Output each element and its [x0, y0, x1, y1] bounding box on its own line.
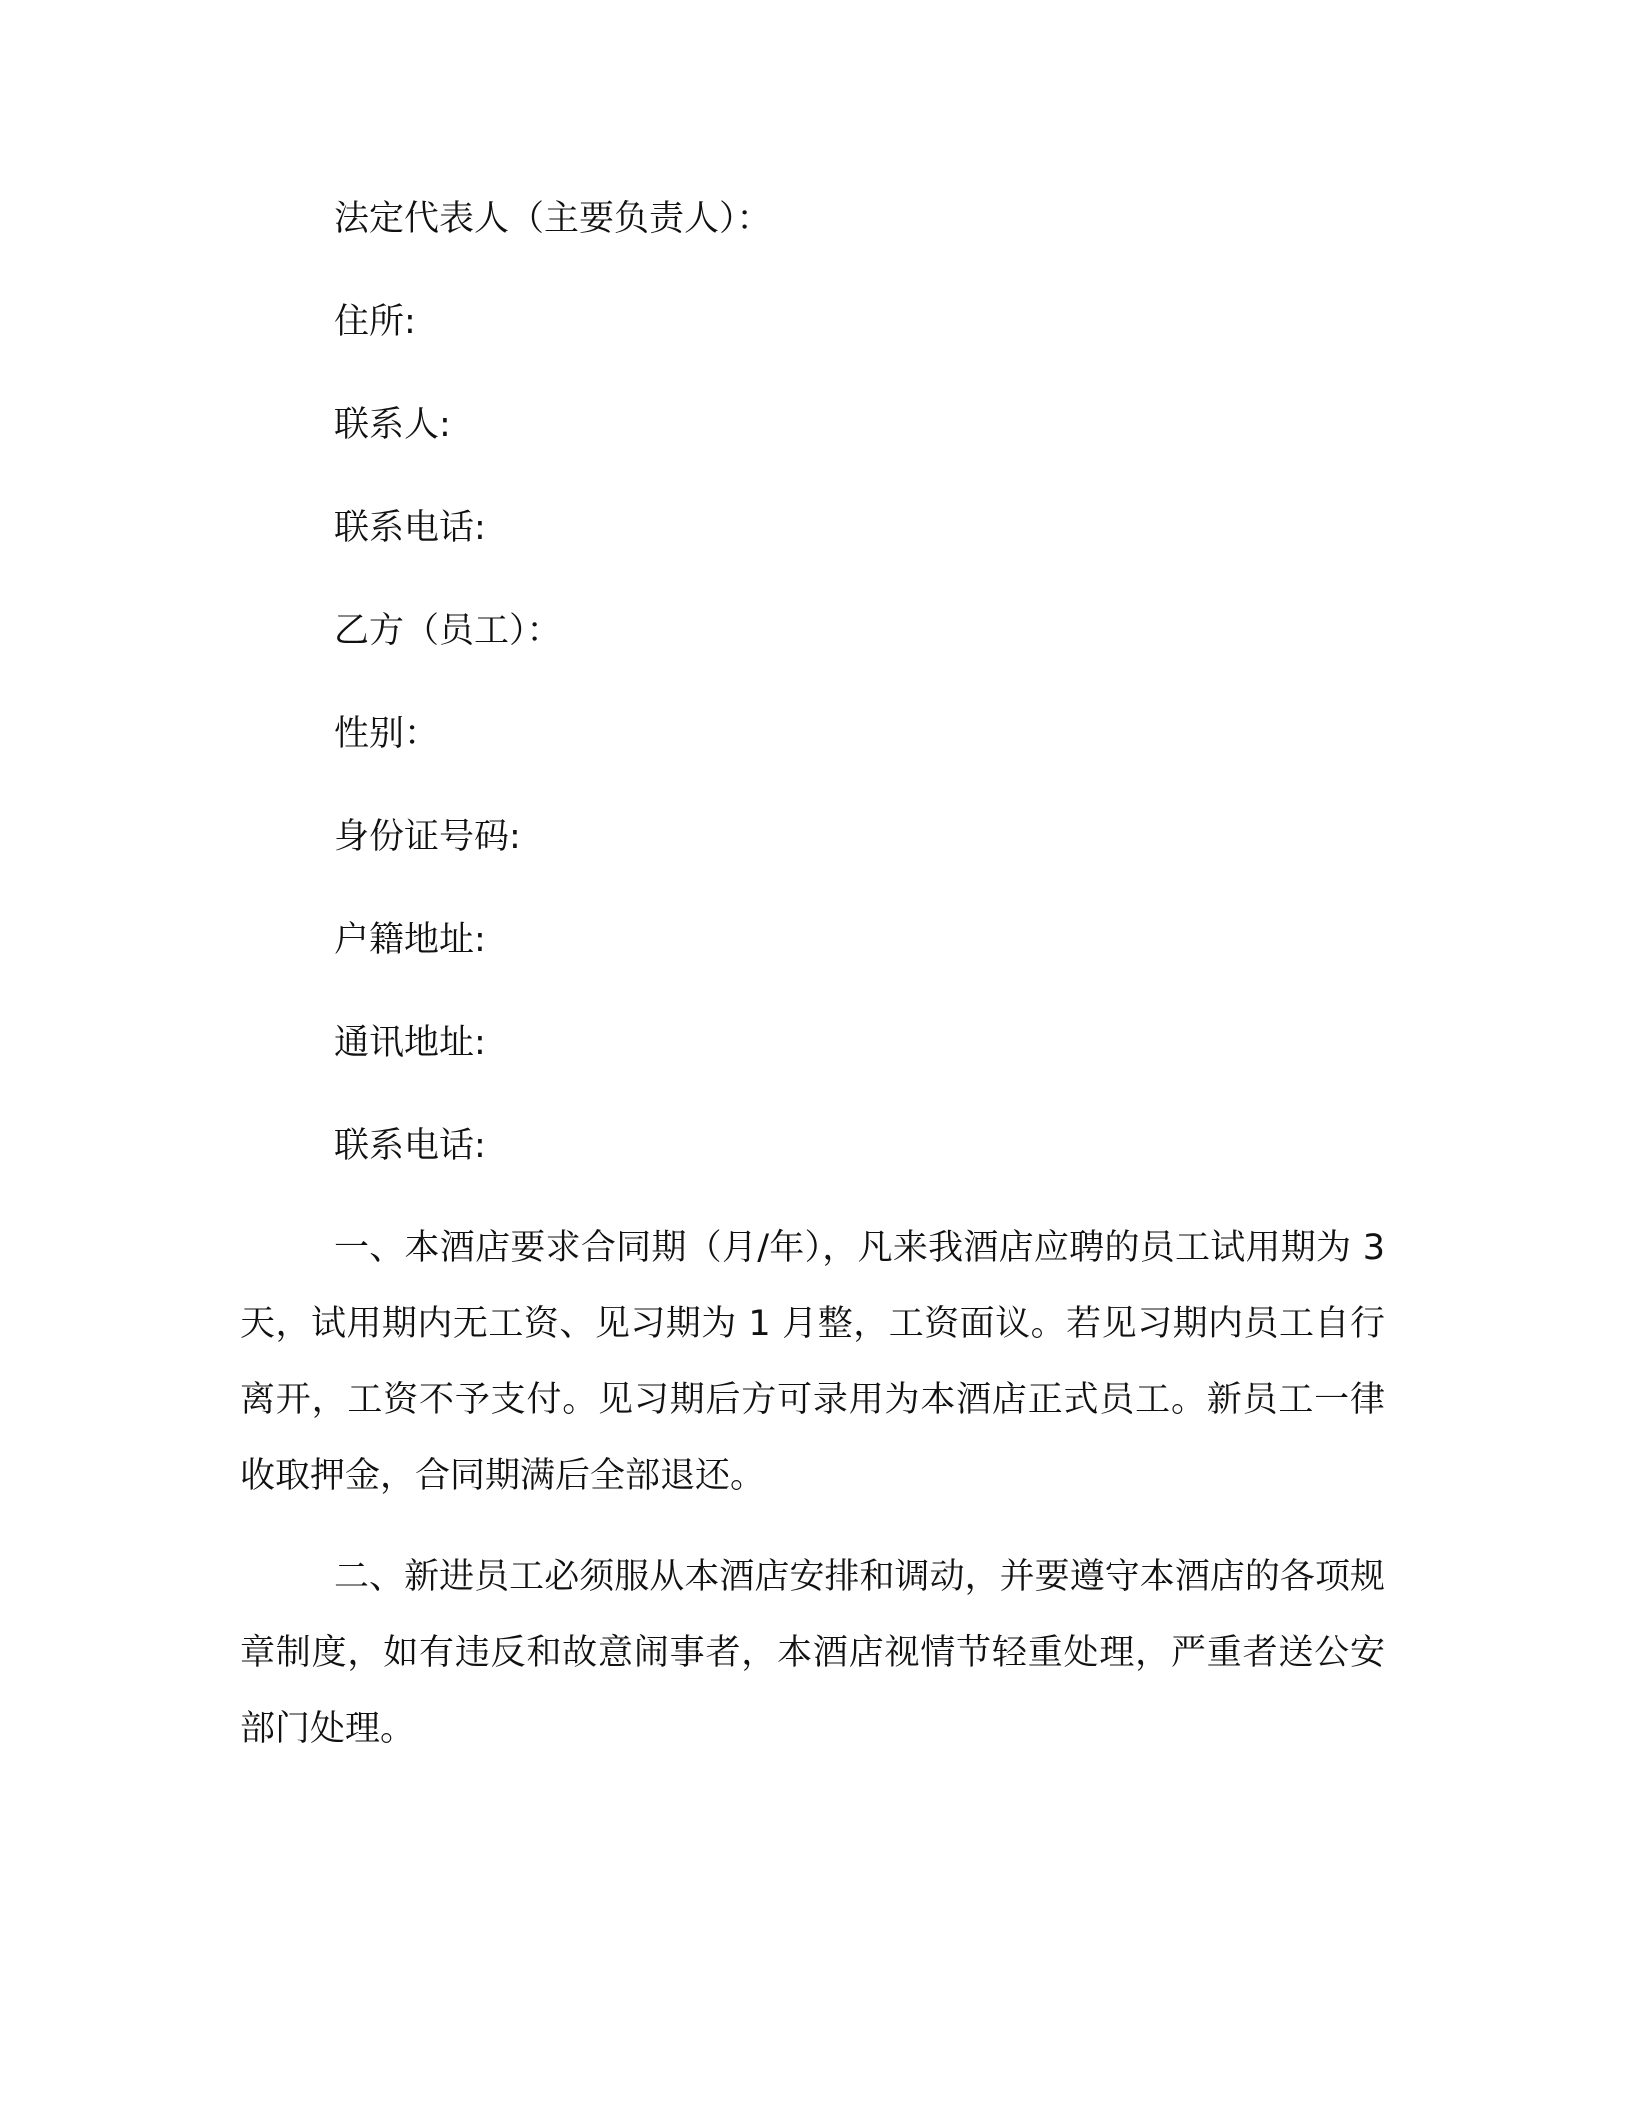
- field-legal-representative: 法定代表人（主要负责人）：: [334, 199, 772, 239]
- field-contact-person: 联系人:: [334, 405, 451, 445]
- field-id-number: 身份证号码:: [334, 817, 521, 857]
- field-mailing-address: 通讯地址:: [334, 1023, 486, 1063]
- clause-two-paragraph: 二、新进员工必须服从本酒店安排和调动，并要遵守本酒店的各项规章制度，如有违反和故意闹事者，本酒店视情节轻重处理，严重者送公安部门处理。: [240, 1557, 1385, 1749]
- field-party-b-employee: 乙方（员工）：: [334, 611, 562, 651]
- field-household-address: 户籍地址:: [334, 920, 486, 960]
- field-address: 住所:: [334, 302, 416, 342]
- field-gender: 性别：: [334, 714, 440, 754]
- clause-one-paragraph: 一、本酒店要求合同期（月/年），凡来我酒店应聘的员工试用期为 3 天，试用期内无工资、见习期为 1 月整，工资面议。若见习期内员工自行离开，工资不予支付。见习期后方可录用为本酒店正式员工。新员工一律收取押金，合同期满后全部退还。: [240, 1228, 1385, 1496]
- field-contact-phone: 联系电话:: [334, 508, 486, 548]
- field-employee-phone: 联系电话:: [334, 1126, 486, 1166]
